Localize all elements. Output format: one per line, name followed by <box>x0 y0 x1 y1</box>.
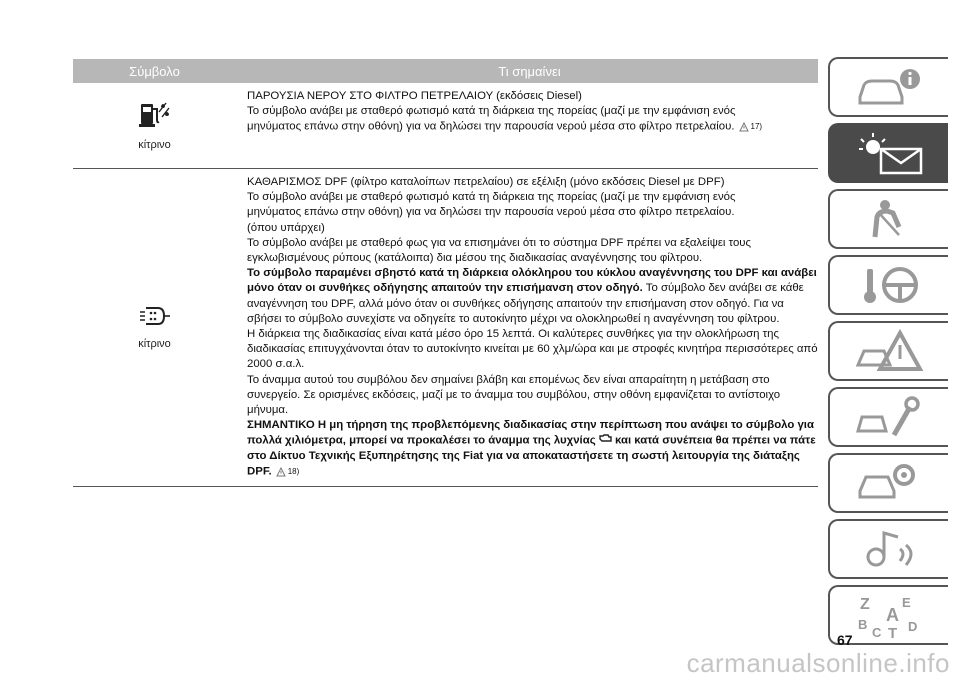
seatbelt-airbag-icon <box>859 197 919 241</box>
watermark: carmanualsonline.info <box>686 648 950 678</box>
important-paragraph <box>247 418 818 480</box>
bold-statement: Το σύμβολο παραμένει σβηστό κατά τη διάρκεια ολόκληρου του κύκλου αναγέννησης του DPF και ανάβει μόνο όταν οι συνθήκες οδήγησης απαιτούν την επισήμανση στον οδηγό. <box>247 267 817 295</box>
text-line <box>247 119 818 135</box>
tab-multimedia[interactable] <box>828 519 948 579</box>
warning-light-envelope-icon <box>849 131 929 175</box>
table-header <box>73 59 818 83</box>
text-line: (όπου υπάρχει) <box>247 221 325 234</box>
text-span: μηνύματος επάνω στην οθόνη) για να δηλώσει την παρουσία νερού μέσα στο φίλτρο πετρελαίου. <box>247 121 735 134</box>
warning-ref-icon <box>739 122 749 132</box>
tab-emergency[interactable] <box>828 321 948 381</box>
svg-text:D: D <box>908 619 918 634</box>
alphabet-index-icon <box>854 591 924 639</box>
row-title: ΚΑΘΑΡΙΣΜΟΣ DPF (φίλτρο καταλοίπων πετρελαίου) σε εξέλιξη (μόνο εκδόσεις Diesel με DPF) <box>247 176 725 188</box>
text-paragraph: Η διάρκεια της διαδικασίας είναι κατά μέσο όρο 15 λεπτά. Οι καλύτερες συνθήκες για την ολοκλήρωση της διαδικασίας επιτυγχάνονται όταν το αυτοκίνητο κινείται με 60 χλμ/ώρα και με στροφές κινητήρα περισσότερες από 2000 σ.α.λ. <box>247 328 818 371</box>
engine-check-icon <box>599 433 612 448</box>
wrench-car-icon <box>854 395 924 439</box>
svg-text:Z: Z <box>860 596 870 613</box>
reference-number: 17) <box>750 122 763 132</box>
tab-dashboard-info[interactable] <box>828 57 948 117</box>
text-line: εγκλωβισμένους ρύπους (κατάλοιπα) δια μέσου της διαδικασίας αναγέννησης του φίλτρου. <box>247 252 703 265</box>
chapter-tabs <box>828 57 958 651</box>
text-line: μηνύματος επάνω στην οθόνη) για να δηλώσει την παρουσία νερού μέσα στο φίλτρο πετρελαίου. <box>247 206 735 219</box>
row-title: ΠΑΡΟΥΣΙΑ ΝΕΡΟΥ ΣΤΟ ΦΙΛΤΡΟ ΠΕΤΡΕΛΑΙΟΥ (εκδόσεις Diesel) <box>247 90 582 102</box>
water-in-diesel-filter-icon <box>139 100 171 133</box>
meaning-column-header: Τι σημαίνει <box>498 63 561 79</box>
warning-lights-table <box>73 59 818 487</box>
warning-ref-icon <box>276 467 286 477</box>
tab-safety[interactable] <box>828 189 948 249</box>
text-span: και κατά συνέπεια θα πρέπει να πάτε στο Δίκτυο Τεχνικής Εξυπηρέτησης της Fiat για να αποκαταστήσετε τη σωστή λειτουργία της διάταξης DPF. <box>247 435 816 479</box>
symbol-cell <box>73 169 236 486</box>
table-row <box>73 169 818 487</box>
media-icon <box>854 527 924 571</box>
reference-number: 18) <box>287 467 300 477</box>
meaning-cell <box>247 169 818 486</box>
warning-triangle-icon <box>854 329 924 373</box>
svg-text:C: C <box>872 625 882 639</box>
color-label: κίτρινο <box>138 338 171 350</box>
meaning-cell <box>247 83 818 168</box>
tab-warning-lights[interactable] <box>828 123 948 183</box>
table-row <box>73 83 818 169</box>
svg-text:B: B <box>858 617 868 632</box>
tab-starting-driving[interactable] <box>828 255 948 315</box>
text-line: Το σύμβολο ανάβει με σταθερό φωτισμό κατά τη διάρκεια της πορείας (μαζί με την εμφάνιση ενός <box>247 191 736 204</box>
tab-maintenance[interactable] <box>828 387 948 447</box>
symbol-cell <box>73 83 236 168</box>
symbol-column-header: Σύμβολο <box>129 63 180 79</box>
color-label: κίτρινο <box>138 139 171 151</box>
car-gear-icon <box>854 461 924 505</box>
reference-note[interactable] <box>276 464 300 479</box>
text-paragraph <box>247 266 818 327</box>
text-paragraph: Το άναμμα αυτού του συμβόλου δεν σημαίνει βλάβη και επομένως δεν είναι απαραίτητη η μετάβαση στο συνεργείο. Σε ορισμένες εκδόσεις, μαζί με το άναμμα του συμβόλου, στην οθόνη εμφανίζεται το αντίστοιχο μήνυμα. <box>247 373 781 417</box>
text-line: Το σύμβολο ανάβει με σταθερό φως για να επισημάνει ότι το σύστημα DPF πρέπει να εξαλείψει τους <box>247 236 751 249</box>
text-span: ΣΗΜΑΝΤΙΚΟ Η μη τήρηση της προβλεπόμενης διαδικασίας στην περίπτωση που ανάψει το σύμβολο για πολλά χιλιόμετρα, μπορεί να προκαλέσει το άναμμα της λυχνίας <box>247 419 814 448</box>
reference-note[interactable] <box>739 119 763 134</box>
text-line: Το σύμβολο ανάβει με σταθερό φωτισμό κατά τη διάρκεια της πορείας (μαζί με την εμφάνιση ενός <box>247 105 736 118</box>
page-number: 67 <box>837 632 853 648</box>
key-steering-icon <box>854 263 924 307</box>
dpf-regeneration-icon <box>140 305 170 332</box>
svg-text:T: T <box>888 625 898 639</box>
tab-technical-data[interactable] <box>828 453 948 513</box>
svg-text:E: E <box>902 595 911 610</box>
car-info-icon <box>854 67 924 107</box>
text-span: Το σύμβολο δεν ανάβει σε κάθε αναγέννηση του DPF, αλλά μόνο όταν οι συνθήκες οδήγησης απαιτούν την επισήμανση στον οδηγό. Για να σβήσει το σύμβολο συνεχίστε να οδηγείτε το αυτοκίνητο μέχρι να ολοκληρωθεί η αναγέννηση του φίλτρου. <box>247 282 804 325</box>
svg-text:A: A <box>886 605 899 625</box>
